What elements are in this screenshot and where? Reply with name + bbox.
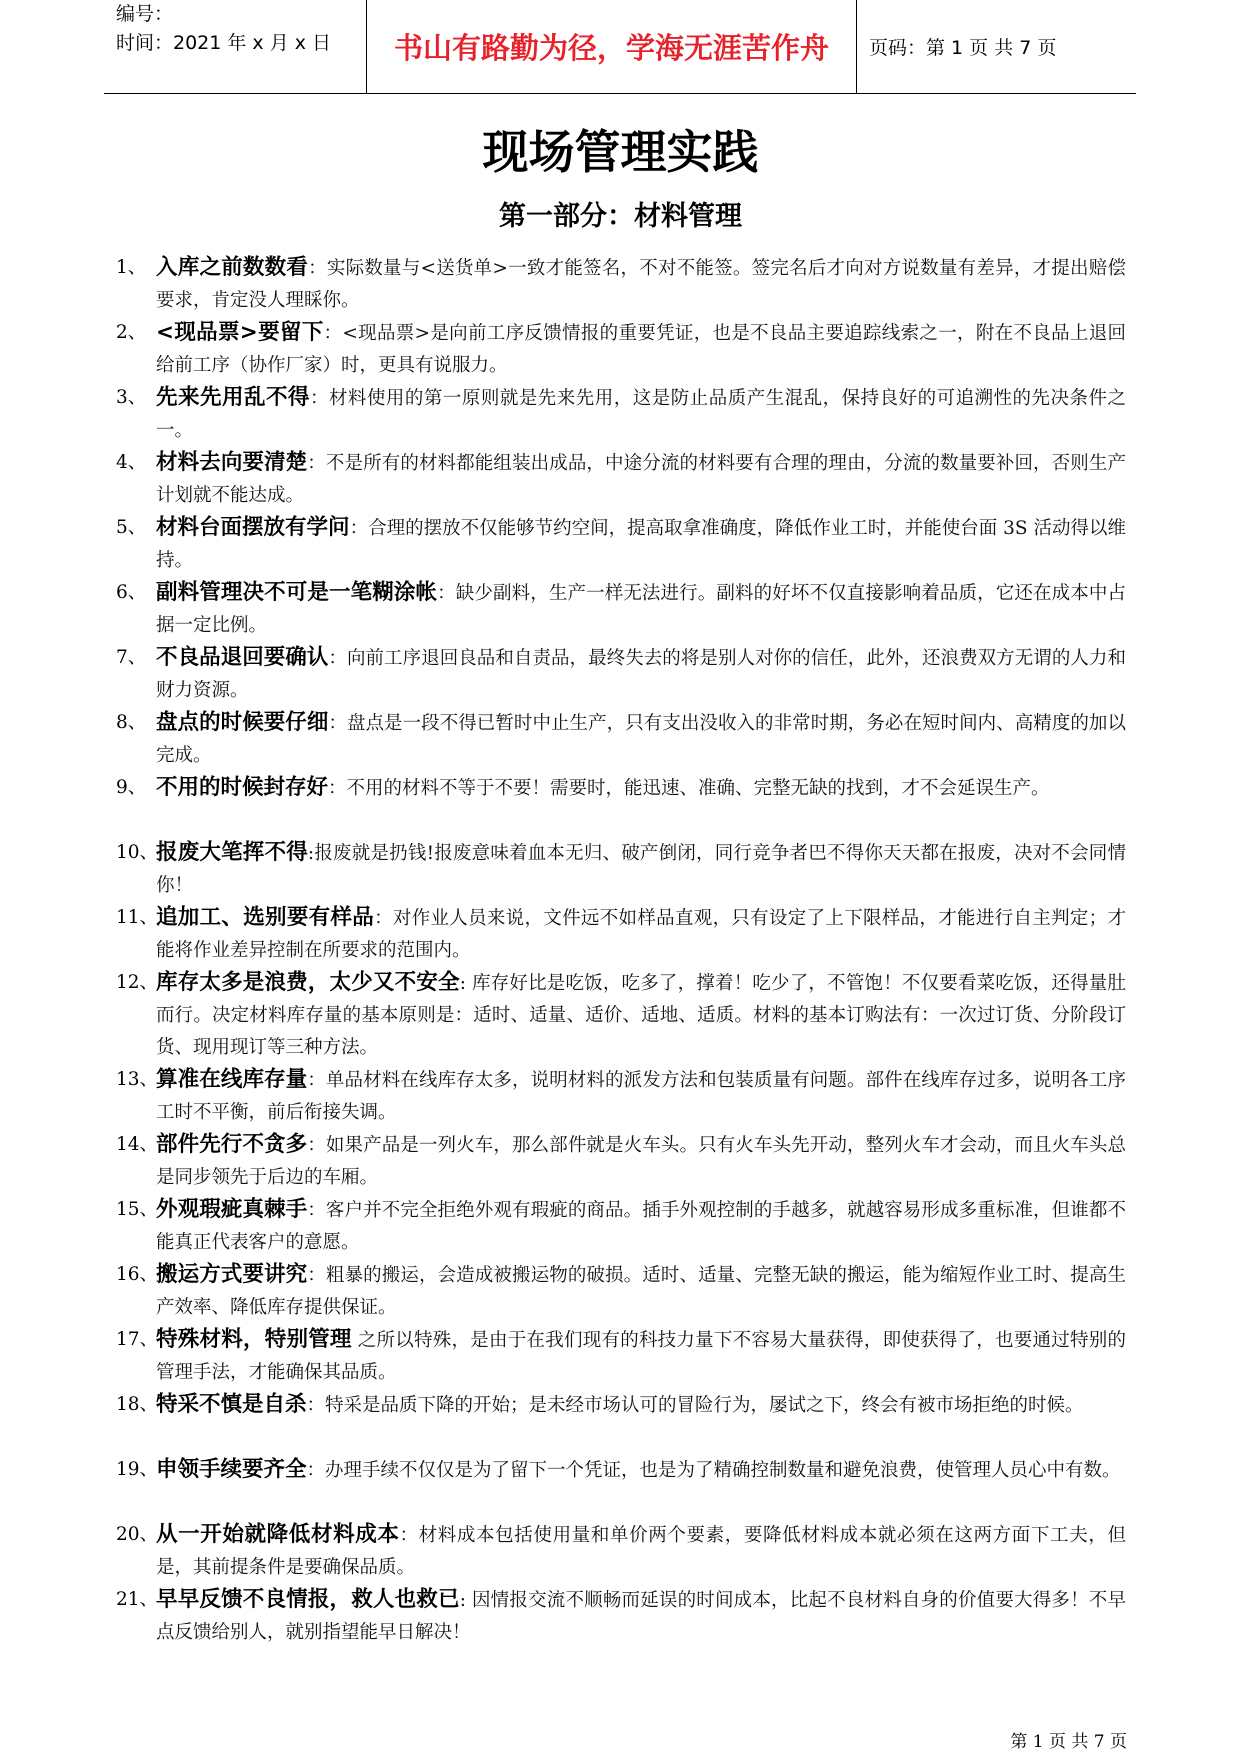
list-item-text: ：实际数量与<送货单>一致才能签名，不对不能签。签完名后才向对方说数量有差异，才提出赔偿要求，肯定没人理睬你。 [156, 258, 1126, 311]
list-item-number: 17、 [116, 1329, 159, 1350]
list-item-text: ：向前工序退回良品和自责品，最终失去的将是别人对你的信任，此外，还浪费双方无谓的人力和财力资源。 [156, 648, 1126, 701]
list-item-content [156, 837, 1126, 902]
list-item-number: 1、 [116, 257, 147, 278]
list-item-content [156, 1064, 1126, 1129]
list-item-content [156, 382, 1126, 447]
list-item-heading: 副料管理决不可是一笔糊涂帐 [156, 580, 438, 605]
list-item-content [156, 1519, 1126, 1584]
list-item [116, 447, 1126, 512]
list-item-number: 7、 [116, 647, 147, 668]
list-item-text: ：合理的摆放不仅能够节约空间，提高取拿准确度，降低作业工时，并能使台面 3S 活动得以维持。 [156, 518, 1126, 571]
list-item [116, 1259, 1126, 1324]
list-item [116, 252, 1126, 317]
list-item-heading: 特采不慎是自杀 [156, 1392, 307, 1417]
list-item-text: ：办理手续不仅仅是为了留下一个凭证，也是为了精确控制数量和避免浪费，使管理人员心中有数。 [306, 1460, 1121, 1481]
list-item-number: 12、 [116, 972, 159, 993]
list-item [116, 1454, 1126, 1519]
section-title: 第一部分：材料管理 [499, 201, 742, 232]
list-item-text: ：不用的材料不等于不要！需要时，能迅速、准确、完整无缺的找到，才不会延误生产。 [328, 778, 1050, 799]
list-item [116, 1064, 1126, 1129]
list-item-text: ：对作业人员来说，文件远不如样品直观，只有设定了上下限样品，才能进行自主判定；才能将作业差异控制在所要求的范围内。 [156, 908, 1126, 961]
list-item-heading: 搬运方式要讲究 [156, 1262, 308, 1287]
header-serial: 编号： [116, 3, 174, 25]
list-item-content [156, 447, 1126, 512]
list-item-content [156, 967, 1126, 1064]
list-item-text: ：盘点是一段不得已暂时中止生产，只有支出没收入的非常时期，务必在短时间内、高精度的加以完成。 [156, 713, 1126, 766]
list-item [116, 577, 1126, 642]
list-item-content [156, 1194, 1126, 1259]
list-item-heading: 先来先用乱不得 [156, 385, 310, 410]
header-date: 时间：2021 年 x 月 x 日 [116, 32, 332, 54]
list-item-content [156, 1324, 1126, 1389]
list-item-text: ：客户并不完全拒绝外观有瑕疵的商品。插手外观控制的手越多，就越容易形成多重标准，但谁都不能真正代表客户的意愿。 [156, 1200, 1126, 1253]
list-item-content [156, 772, 1126, 837]
header-page-number: 页码：第 1 页 共 7 页 [869, 37, 1057, 59]
list-item-text: ：材料成本包括使用量和单价两个要素，要降低材料成本就必须在这两方面下工夫，但是，其前提条件是要确保品质。 [156, 1525, 1126, 1578]
document-title: 现场管理实践 [482, 125, 759, 179]
list-item-text: 之所以特殊，是由于在我们现有的科技力量下不容易大量获得，即使获得了，也要通过特别的管理手法，才能确保其品质。 [156, 1330, 1126, 1383]
list-item [116, 837, 1126, 902]
list-item-number: 2、 [116, 322, 147, 343]
list-item-number: 20、 [116, 1524, 159, 1545]
list-item [116, 382, 1126, 447]
list-item-number: 18、 [116, 1394, 159, 1415]
list-item-heading: 从一开始就降低材料成本 [156, 1522, 400, 1547]
list-item-content [156, 317, 1126, 382]
list-item [116, 772, 1126, 837]
list-item [116, 512, 1126, 577]
list-item [116, 902, 1126, 967]
list-item-heading: 材料台面摆放有学问 [156, 515, 350, 540]
list-item-content [156, 902, 1126, 967]
list-item-text: ：单品材料在线库存太多，说明材料的派发方法和包装质量有问题。部件在线库存过多，说明各工序工时不平衡，前后衔接失调。 [156, 1070, 1126, 1123]
page-header [104, 0, 1136, 94]
list-item-number: 16、 [116, 1264, 159, 1285]
list-item [116, 1519, 1126, 1584]
rules-list [116, 252, 1126, 1649]
list-item-content [156, 1584, 1126, 1649]
list-item [116, 707, 1126, 772]
list-item-heading: 追加工、选别要有样品 [156, 905, 375, 930]
list-item-text: ：<现品票>是向前工序反馈情报的重要凭证，也是不良品主要追踪线索之一，附在不良品上退回给前工序（协作厂家）时，更具有说服力。 [156, 323, 1127, 376]
list-item-number: 10、 [116, 842, 159, 863]
list-item [116, 317, 1126, 382]
list-item-content [156, 577, 1126, 642]
list-item-number: 8、 [116, 712, 147, 733]
list-item [116, 1584, 1126, 1649]
list-item-heading: <现品票>要留下 [156, 320, 324, 345]
list-item-heading: 入库之前数数看 [156, 255, 309, 280]
list-item-text: ：粗暴的搬运，会造成被搬运物的破损。适时、适量、完整无缺的搬运，能为缩短作业工时、提高生产效率、降低库存提供保证。 [156, 1265, 1126, 1318]
list-item [116, 1194, 1126, 1259]
list-item-heading: 特殊材料，特别管理 [156, 1327, 352, 1352]
list-item-number: 13、 [116, 1069, 159, 1090]
list-item-content [156, 252, 1126, 317]
list-item-content [156, 642, 1126, 707]
list-item-heading: 不良品退回要确认 [156, 645, 329, 670]
header-meta [116, 0, 366, 93]
list-item-number: 14、 [116, 1134, 159, 1155]
list-item-number: 19、 [116, 1459, 159, 1480]
list-item-text: : 库存好比是吃饭，吃多了，撑着！吃少了，不管饱！不仅要看菜吃饭，还得量肚而行。决定材料库存量的基本原则是：适时、适量、适价、适地、适质。材料的基本订购法有：一次过订货、分阶段订货、现用现订等三种方法。 [156, 973, 1126, 1058]
header-motto: 书山有路勤为径，学海无涯苦作舟 [366, 0, 857, 93]
list-item-number: 15、 [116, 1199, 159, 1220]
list-item-text: ：材料使用的第一原则就是先来先用，这是防止品质产生混乱，保持良好的可追溯性的先决条件之一。 [156, 388, 1126, 441]
list-item-content [156, 707, 1126, 772]
list-item [116, 642, 1126, 707]
list-item-heading: 算准在线库存量 [156, 1067, 308, 1092]
list-item-content [156, 1454, 1126, 1519]
list-item-heading: 不用的时候封存好 [156, 775, 329, 800]
list-item-content [156, 512, 1126, 577]
list-item-heading: 部件先行不贪多 [156, 1132, 308, 1157]
list-item-text: :报废就是扔钱!报废意味着血本无归、破产倒闭，同行竞争者巴不得你天天都在报废，决对不会同情你！ [156, 843, 1126, 896]
list-item-heading: 报废大笔挥不得 [156, 840, 308, 865]
list-item [116, 1129, 1126, 1194]
list-item-text: ：特采是品质下降的开始；是未经市场认可的冒险行为，屡试之下，终会有被市场拒绝的时候。 [306, 1395, 1084, 1416]
list-item-number: 6、 [116, 582, 147, 603]
list-item-number: 9、 [116, 777, 147, 798]
list-item-heading: 材料去向要清楚 [156, 450, 308, 475]
list-item-text: : 因情报交流不顺畅而延误的时间成本，比起不良材料自身的价值要大得多！不早点反馈给别人，就别指望能早日解决！ [156, 1590, 1126, 1643]
list-item-content [156, 1389, 1126, 1454]
list-item-number: 4、 [116, 452, 147, 473]
list-item-heading: 早早反馈不良情报，救人也救已 [156, 1587, 460, 1612]
list-item [116, 967, 1126, 1064]
list-item-heading: 外观瑕疵真棘手 [156, 1197, 308, 1222]
list-item-text: ：缺少副料，生产一样无法进行。副料的好坏不仅直接影响着品质，它还在成本中占据一定比例。 [156, 583, 1126, 636]
list-item-heading: 申领手续要齐全 [156, 1457, 307, 1482]
list-item-content [156, 1129, 1126, 1194]
list-item [116, 1389, 1126, 1454]
list-item-number: 3、 [116, 387, 147, 408]
list-item-number: 11、 [116, 907, 159, 928]
list-item [116, 1324, 1126, 1389]
list-item-text: ：不是所有的材料都能组装出成品，中途分流的材料要有合理的理由，分流的数量要补回，否则生产计划就不能达成。 [156, 453, 1126, 506]
list-item-heading: 库存太多是浪费，太少又不安全 [156, 970, 460, 995]
list-item-text: ：如果产品是一列火车，那么部件就是火车头。只有火车头先开动，整列火车才会动，而且火车头总是同步领先于后边的车厢。 [156, 1135, 1126, 1188]
list-item-heading: 盘点的时候要仔细 [156, 710, 329, 735]
list-item-number: 5、 [116, 517, 147, 538]
page-footer: 第 1 页 共 7 页 [1010, 1732, 1127, 1752]
list-item-content [156, 1259, 1126, 1324]
list-item-number: 21、 [116, 1589, 159, 1610]
